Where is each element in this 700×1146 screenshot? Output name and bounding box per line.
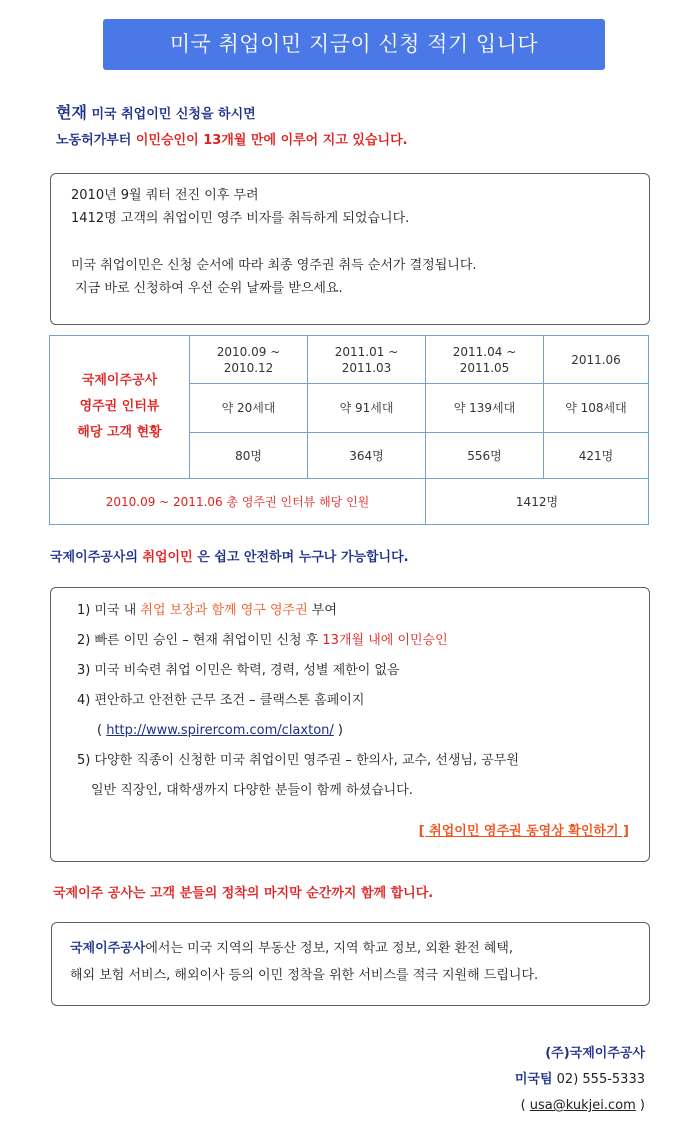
footer-email-line [515, 1093, 645, 1119]
benefit-text: 부여 [307, 603, 337, 618]
news-line-2: 1412명 고객의 취업이민 영주 비자를 취득하게 되었습니다. [71, 211, 410, 226]
support-heading: 국제이주 공사는 고객 분들의 정착의 마지막 순간까지 함께 합니다. [53, 886, 434, 901]
people-cell: 421명 [544, 432, 649, 478]
page-banner: 미국 취업이민 지금이 신청 적기 입니다 [103, 19, 605, 70]
period-cell [544, 336, 649, 384]
claxton-homepage-link[interactable]: http://www.spirercom.com/claxton/ [106, 723, 334, 738]
benefit-text: 1) 미국 내 [77, 603, 141, 618]
footer-team: 미국팀 [514, 1072, 553, 1087]
support-line-1-rest: 에서는 미국 지역의 부동산 정보, 지역 학교 정보, 외환 환전 혜택, [145, 941, 514, 956]
benefit-highlight: 취업 보장과 함께 영구 영주권 [140, 603, 308, 618]
benefit-item-continued: 일반 직장인, 대학생까지 다양한 분들이 함께 하셨습니다. [91, 783, 413, 798]
footer-email-link[interactable]: usa@kukjei.com [529, 1098, 636, 1113]
support-line-2: 해외 보험 서비스, 해외이사 등의 이민 정착을 위한 서비스를 적극 지원해 드립니다. [70, 968, 539, 983]
footer-phone-line [515, 1067, 645, 1093]
video-link[interactable]: [ 취업이민 영주권 동영상 확인하기 ] [418, 824, 629, 839]
benefits-heading-highlight: 취업이민 [142, 550, 193, 565]
period-cell [308, 336, 426, 384]
benefit-item [77, 596, 519, 626]
total-label: 2010.09 ~ 2011.06 총 영주권 인터뷰 해당 인원 [50, 478, 426, 524]
benefit-item: 4) 편안하고 안전한 근무 조건 – 클랙스톤 홈페이지 [77, 693, 365, 708]
footer-company: (주)국제이주공사 [545, 1046, 645, 1061]
news-box [50, 173, 650, 325]
period-start: 2011.01 ~ [334, 344, 399, 359]
support-line-1 [70, 935, 538, 962]
url-paren-open: ( [97, 723, 107, 738]
period-start: 2011.06 [571, 352, 621, 367]
footer-phone: 02) 555-5333 [552, 1072, 645, 1087]
benefit-url-line [77, 716, 519, 746]
households-cell: 약 91세대 [308, 384, 426, 432]
period-end: 2010.12 [223, 360, 274, 375]
period-start: 2010.09 ~ [216, 344, 281, 359]
benefit-item: 5) 다양한 직종이 신청한 미국 취업이민 영주권 – 한의사, 교수, 선생님, 공무원 [77, 753, 519, 768]
intro-line2-lead: 노동허가부터 [56, 133, 136, 148]
benefit-highlight: 13개월 내에 이민승인 [322, 633, 448, 648]
row-header-line: 해당 고객 현황 [77, 424, 162, 440]
period-end: 2011.03 [341, 360, 392, 375]
benefit-text: 2) 빠른 이민 승인 – 현재 취업이민 신청 후 [77, 633, 323, 648]
benefit-item [77, 626, 519, 656]
news-line-4: 지금 바로 신청하여 우선 순위 날짜를 받으세요. [71, 281, 343, 296]
intro-line2-highlight: 이민승인이 13개월 만에 이루어 지고 있습니다. [135, 133, 408, 148]
households-cell: 약 139세대 [426, 384, 544, 432]
interview-stats-table [49, 335, 649, 525]
support-box [51, 922, 650, 1006]
benefits-box [50, 587, 650, 862]
row-header-line: 국제이주공사 [81, 372, 158, 388]
news-line-1: 2010년 9월 쿼터 전진 이후 무려 [71, 188, 259, 203]
support-company: 국제이주공사 [70, 941, 146, 956]
table-row-header [50, 336, 190, 479]
intro-emphasis: 현재 [56, 103, 87, 122]
benefit-item: 3) 미국 비숙련 취업 이민은 학력, 경력, 성별 제한이 없음 [77, 663, 400, 678]
email-paren-open: ( [520, 1098, 530, 1113]
people-cell: 364명 [308, 432, 426, 478]
benefits-heading-a: 국제이주공사의 [50, 550, 143, 565]
benefits-heading-c: 은 쉽고 안전하며 누구나 가능합니다. [192, 550, 409, 565]
households-cell: 약 20세대 [190, 384, 308, 432]
total-value: 1412명 [426, 478, 649, 524]
intro-text [56, 100, 408, 154]
news-line-3: 미국 취업이민은 신청 순서에 따라 최종 영주권 취득 순서가 결정됩니다. [71, 258, 477, 273]
period-start: 2011.04 ~ [452, 344, 517, 359]
people-cell: 556명 [426, 432, 544, 478]
url-paren-close: ) [333, 723, 343, 738]
contact-footer [515, 1041, 645, 1119]
period-cell [190, 336, 308, 384]
period-cell [426, 336, 544, 384]
people-cell: 80명 [190, 432, 308, 478]
row-header-line: 영주권 인터뷰 [79, 398, 160, 414]
period-end: 2011.05 [459, 360, 510, 375]
households-cell: 약 108세대 [544, 384, 649, 432]
intro-line1: 미국 취업이민 신청을 하시면 [86, 107, 256, 122]
email-paren-close: ) [635, 1098, 645, 1113]
benefits-heading [50, 546, 409, 565]
